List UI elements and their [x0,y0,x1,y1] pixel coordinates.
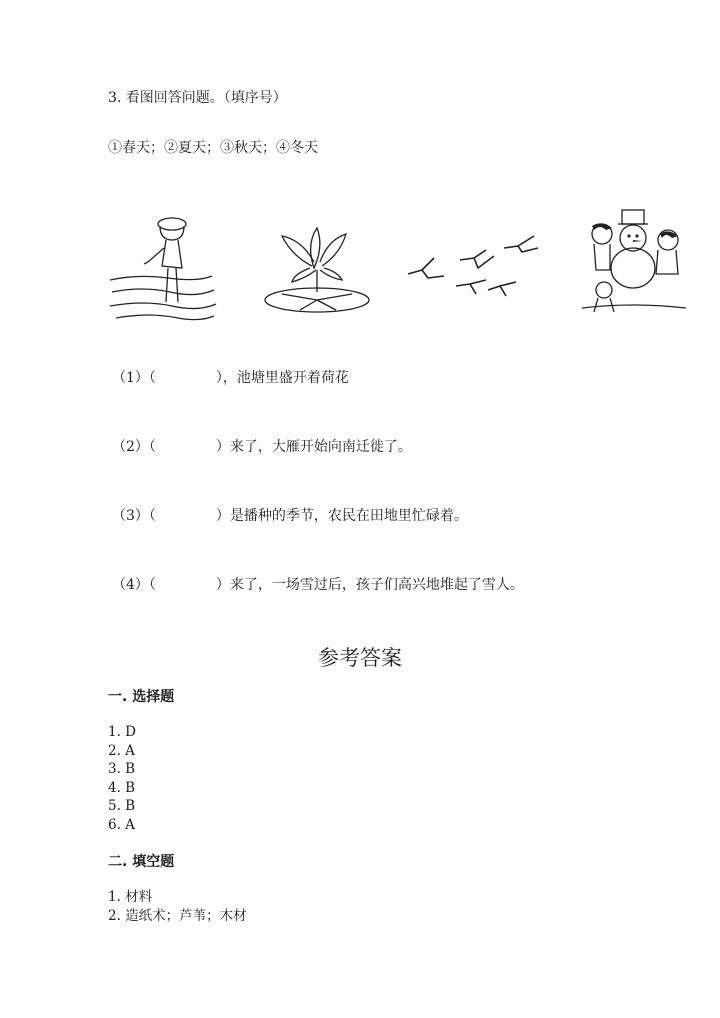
item-text: ），池塘里盛开着荷花 [215,370,349,386]
item-number: （3）（ [112,508,156,524]
fill-blank-item-1 [112,369,349,387]
list-item: 6. A [108,816,135,833]
fill-blank-item-2 [112,438,412,456]
list-item: 3. B [108,761,136,778]
list-item: 2. 造纸术；芦苇；木材 [108,907,247,924]
fill-blank-item-4 [112,576,524,594]
list-item: 4. B [108,779,136,796]
section-heading-choice: 一. 选择题 [108,689,175,705]
farmer-sowing-icon [108,210,218,325]
item-number: （1）（ [112,370,156,386]
question-title: 3. 看图回答问题。（填序号） [108,90,287,106]
fill-answer-list [108,888,247,925]
fill-blank-item-3 [112,507,468,525]
season-options: ①春天；②夏天；③秋天；④冬天 [108,140,318,156]
item-text: ）是播种的季节，农民在田地里忙碌着。 [215,508,468,524]
list-item: 1. 材料 [108,889,153,905]
snowman-children-icon [582,208,690,320]
item-text: ）来了，一场雪过后，孩子们高兴地堆起了雪人。 [215,577,524,593]
item-text: ）来了，大雁开始向南迁徙了。 [215,439,412,455]
list-item: 2. A [108,742,135,759]
item-number: （2）（ [112,439,156,455]
section-heading-fill: 二. 填空题 [108,854,175,870]
list-item: 1. D [108,724,136,740]
geese-flying-icon [404,232,544,304]
answer-key-title: 参考答案 [318,646,402,670]
lotus-flower-icon [262,222,372,314]
choice-answer-list [108,723,136,835]
item-number: （4）（ [112,577,156,593]
list-item: 5. B [108,798,136,815]
